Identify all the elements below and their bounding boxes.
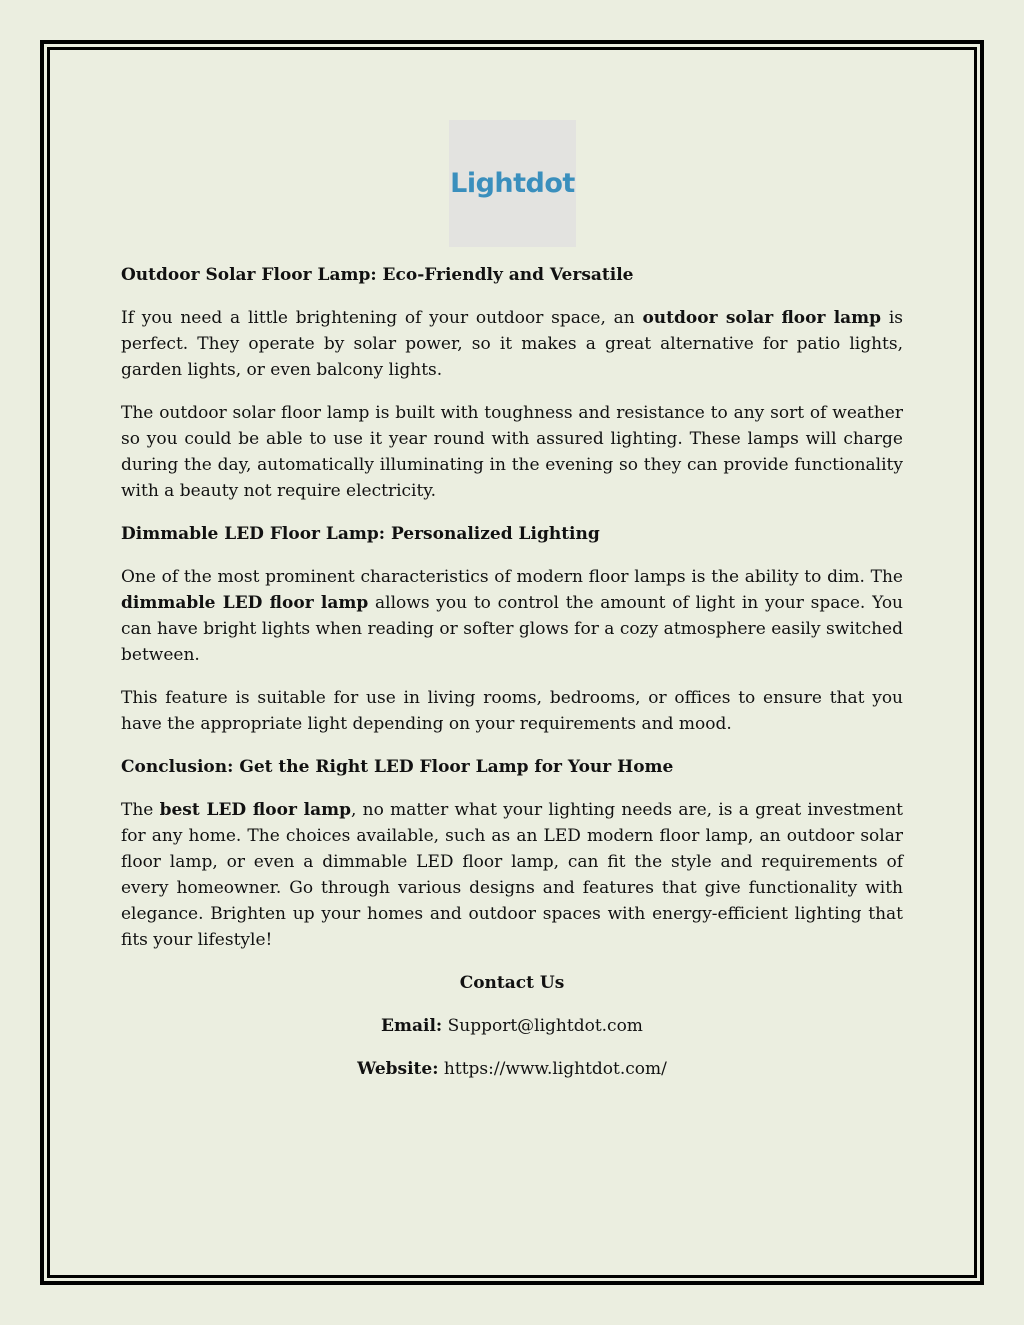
- paragraph-solar-intro: [121, 305, 903, 383]
- website-label: Website:: [357, 1059, 439, 1079]
- text-run: allows you to control the amount of light in your space. You can have bright lights when reading or softer glows for a cozy atmosphere easily switched between.: [121, 593, 904, 665]
- email-link[interactable]: Support@lightdot.com: [442, 1016, 643, 1036]
- contact-website-line: [121, 1056, 903, 1082]
- keyword-dimmable-led-floor-lamp: dimmable LED floor lamp: [121, 593, 369, 613]
- brand-logo: [449, 120, 576, 247]
- contact-heading: Contact Us: [459, 973, 565, 993]
- section-heading-solar: Outdoor Solar Floor Lamp: Eco-Friendly and Versatile: [121, 265, 634, 285]
- text-run: is perfect. They operate by solar power, so it makes a great alternative for patio lights, garden lights, or even balcony lights.: [121, 308, 903, 380]
- section-heading-dimmable: Dimmable LED Floor Lamp: Personalized Lighting: [121, 524, 600, 544]
- brand-logo-text: Lightdot: [450, 168, 575, 199]
- website-link[interactable]: https://www.lightdot.com/: [438, 1059, 667, 1079]
- text-run: , no matter what your lighting needs are, is a great investment for any home. The choices available, such as an LED modern floor lamp, an outdoor solar floor lamp, or even a dimmable LED floor lamp, can fit the style and requirements of every homeowner. Go through various designs and features that give functionality with elegance. Brighten up your homes and outdoor spaces with energy-efficient lighting that fits your lifestyle!: [121, 800, 903, 950]
- section-heading-conclusion: Conclusion: Get the Right LED Floor Lamp for Your Home: [121, 757, 674, 777]
- paragraph-solar-durability: The outdoor solar floor lamp is built with toughness and resistance to any sort of weather so you could be able to use it year round with assured lighting. These lamps will charge during the day, automatically illuminating in the evening so they can provide functionality with a beauty not require electricity.: [121, 403, 903, 501]
- paragraph-dimmable-usage: This feature is suitable for use in living rooms, bedrooms, or offices to ensure that you have the appropriate light depending on your requirements and mood.: [121, 688, 903, 734]
- email-label: Email:: [381, 1016, 443, 1036]
- article-body: [121, 262, 903, 1099]
- keyword-outdoor-solar-floor-lamp: outdoor solar floor lamp: [642, 308, 882, 328]
- text-run: The: [121, 800, 160, 820]
- paragraph-conclusion: [121, 797, 903, 953]
- keyword-best-led-floor-lamp: best LED floor lamp: [159, 800, 352, 820]
- text-run: If you need a little brightening of your outdoor space, an: [121, 308, 643, 328]
- paragraph-dimmable-intro: [121, 564, 903, 668]
- text-run: One of the most prominent characteristics of modern floor lamps is the ability to dim. The: [121, 567, 903, 587]
- contact-email-line: [121, 1013, 903, 1039]
